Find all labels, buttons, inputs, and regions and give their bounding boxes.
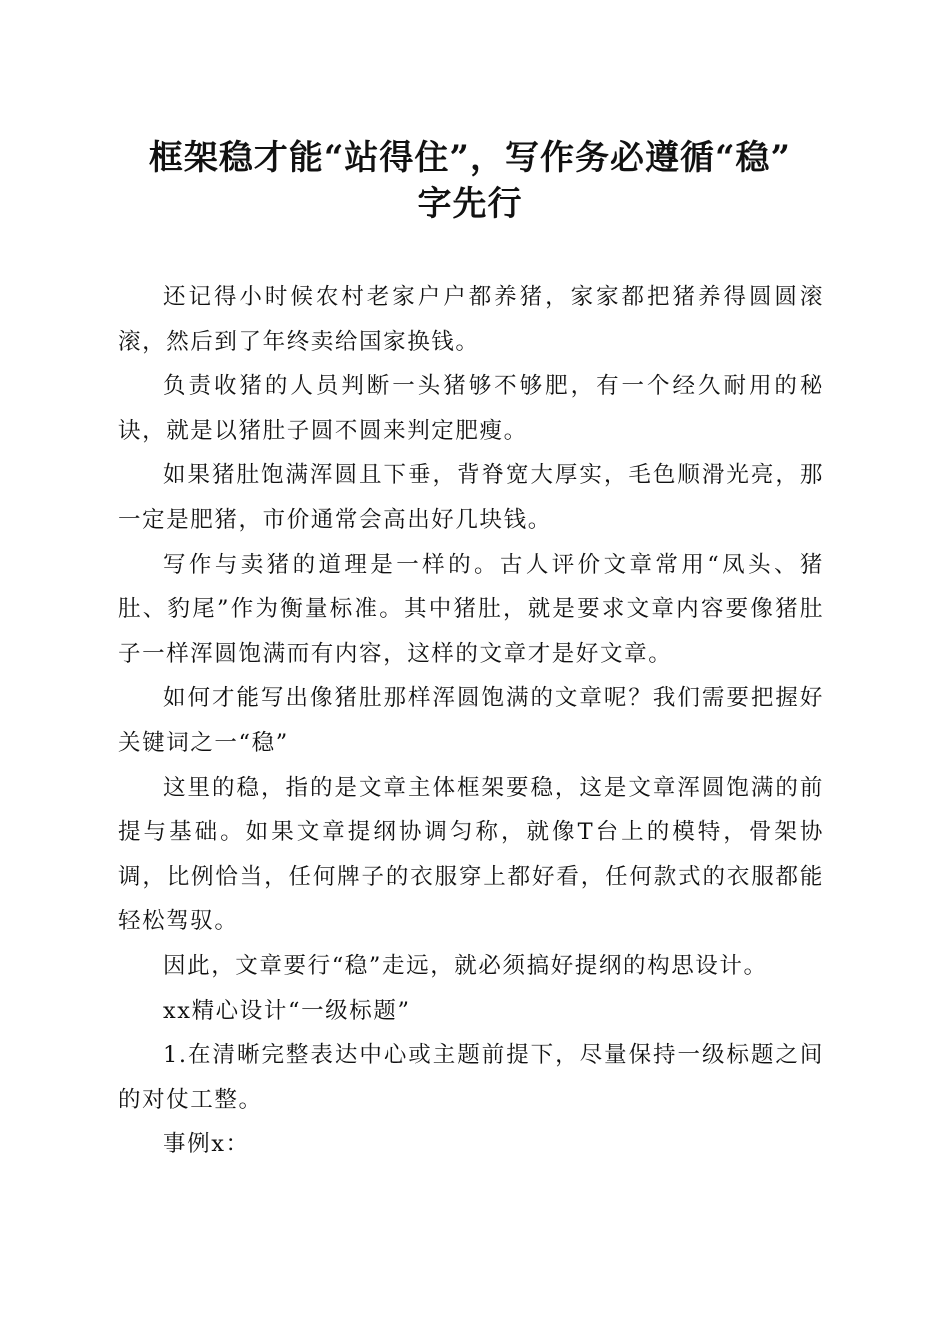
paragraph-point-1: 1.在清晰完整表达中心或主题前提下，尽量保持一级标题之间的对仗工整。 — [118, 1042, 824, 1113]
document-body — [118, 275, 824, 1167]
paragraph-keyword-stable: 如何才能写出像猪肚那样浑圆饱满的文章呢？我们需要把握好关键词之一“稳” — [118, 685, 824, 756]
paragraph-fat-pig: 如果猪肚饱满浑圆且下垂，背脊宽大厚实，毛色顺滑光亮，那一定是肥猪，市价通常会高出好几块钱。 — [118, 462, 824, 533]
paragraph-framework: 这里的稳，指的是文章主体框架要稳，这是文章浑圆饱满的前提与基础。如果文章提纲协调匀称，就像T台上的模特，骨架协调，比例恰当，任何牌子的衣服穿上都好看，任何款式的衣服都能轻松驾驭。 — [118, 774, 824, 935]
section-heading-level1: xx精心设计“一级标题” — [163, 997, 411, 1024]
document-title-line-1: 框架稳才能“站得住”，写作务必遵循“稳” — [148, 138, 792, 178]
document-title-line-2: 字先行 — [417, 184, 523, 224]
paragraph-buyer-secret: 负责收猪的人员判断一头猪够不够肥，有一个经久耐用的秘诀，就是以猪肚子圆不圆来判定肥瘦。 — [118, 373, 824, 444]
paragraph-outline-design: 因此，文章要行“稳”走远，就必须搞好提纲的构思设计。 — [163, 952, 768, 979]
paragraph-writing-analogy: 写作与卖猪的道理是一样的。古人评价文章常用“凤头、猪肚、豹尾”作为衡量标准。其中猪肚，就是要求文章内容要像猪肚子一样浑圆饱满而有内容，这样的文章才是好文章。 — [118, 551, 824, 667]
paragraph-example: 事例x： — [163, 1131, 250, 1158]
paragraph-childhood-pigs: 还记得小时候农村老家户户都养猪，家家都把猪养得圆圆滚滚，然后到了年终卖给国家换钱。 — [118, 284, 824, 355]
